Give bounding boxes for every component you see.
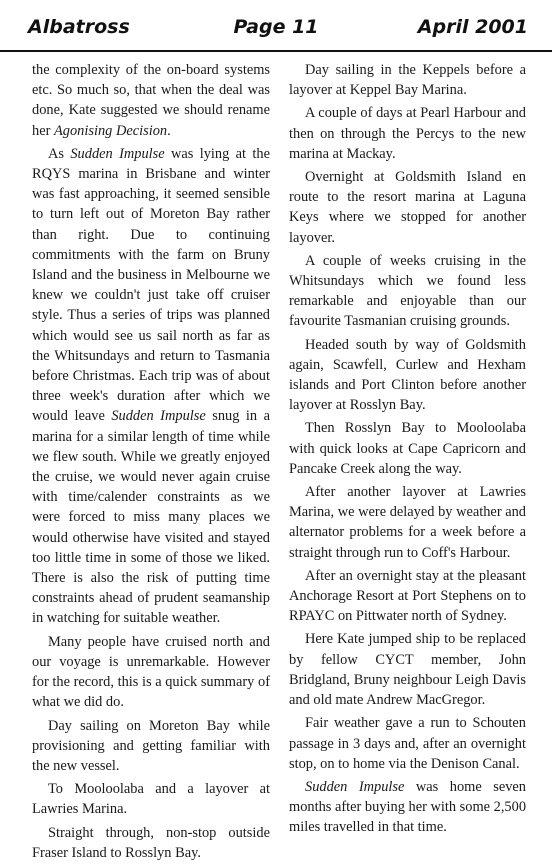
paragraph: [289, 566, 526, 627]
paragraph: [32, 144, 270, 629]
paragraph-text: To Mooloolaba and a layover at Lawries Marina.: [32, 781, 270, 818]
paragraph-text: After an overnight stay at the pleasant Anchorage Resort at Port Stephens on to RPAYC on Pittwater north of Sydney.: [289, 567, 526, 625]
paragraph: [289, 251, 526, 332]
paragraph-text: was home seven months after buying her with some 2,500 miles travelled in that time.: [289, 778, 527, 836]
issue-date: April 2001: [417, 16, 528, 38]
paragraph-text: Day sailing in the Keppels before a layover at Keppel Bay Marina.: [289, 62, 526, 99]
paragraph: [32, 60, 270, 141]
paragraph-text: .: [167, 122, 171, 139]
paragraph-text: Straight through, non-stop outside Fraser Island to Rosslyn Bay.: [32, 824, 270, 861]
paragraph: [32, 632, 270, 713]
paragraph: [289, 777, 526, 838]
paragraph-text: A couple of weeks cruising in the Whitsundays which we found less remarkable and enjoyable than our favourite Tasmanian cruising grounds.: [289, 252, 526, 330]
paragraph-text: Headed south by way of Goldsmith again, Scawfell, Curlew and Hexham islands and Port Clinton before another layover at Rosslyn Bay.: [289, 336, 526, 414]
paragraph-text: After another layover at Lawries Marina, we were delayed by weather and alternator problems for a week before a straight through run to Coff's Harbour.: [289, 484, 526, 561]
right-column: [289, 60, 526, 841]
paragraph: [289, 418, 526, 479]
page-header: [0, 0, 552, 52]
left-column: [32, 60, 270, 866]
boat-name-italic: Sudden Impulse: [305, 778, 405, 795]
paragraph-text: Day sailing on Moreton Bay while provisioning and getting familiar with the new vessel.: [32, 717, 270, 774]
paragraph-text: Fair weather gave a run to Schouten passage in 3 days and, after an overnight stop, on to home via the Denison Canal.: [289, 715, 526, 772]
paragraph-text: As: [48, 145, 71, 162]
paragraph-text: Many people have cruised north and our voyage is unremarkable. However for the record, this is a quick summary of what we did do.: [32, 633, 270, 711]
boat-name-italic: Sudden Impulse: [70, 145, 165, 162]
boat-name-italic: Agonising Decision: [53, 122, 168, 139]
paragraph: [289, 629, 526, 710]
paragraph: [289, 335, 526, 416]
paragraph: [289, 167, 526, 248]
paragraph: [32, 716, 270, 777]
paragraph: [289, 103, 526, 164]
paragraph-text: the complexity of the on-board systems etc. So much so, that when the deal was done, Kate suggested we should rename her: [32, 62, 270, 139]
paragraph: [289, 713, 526, 774]
paragraph: [32, 779, 270, 819]
boat-name-italic: Sudden Impulse: [111, 408, 206, 425]
paragraph: [289, 482, 526, 563]
paragraph-text: snug in a marina for a similar length of time while we flew south. While we greatly enjoyed the cruise, we would never again cruise with time/calender constraints as we were forced to miss many places we would otherwise have visited and stayed too little time in some of those we liked. There is also the risk of putting time constraints ahead of prudent seamanship in watching for suitable weather.: [32, 408, 270, 627]
page-number: Page 11: [233, 16, 319, 38]
paragraph: [32, 823, 270, 863]
paragraph-text: Then Rosslyn Bay to Mooloolaba with quick looks at Cape Capricorn and Pancake Creek along the way.: [289, 420, 526, 477]
publication-title: Albatross: [28, 16, 130, 38]
paragraph-text: A couple of days at Pearl Harbour and then on through the Percys to the new marina at Mackay.: [289, 105, 526, 162]
paragraph-text: was lying at the RQYS marina in Brisbane and winter was fast approaching, it seemed sensible to turn left out of Moreton Bay rather than right. Due to continuing commitments with the farm on Bruny Island and the business in Melbourne we knew we couldn't just take off cruiser style. Thus a series of trips was planned which would see us sail north as far as the Whitsundays and return to Tasmania before Christmas. Each trip was of about three week's duration after which we would leave: [32, 145, 270, 425]
paragraph: [289, 60, 526, 100]
paragraph-text: Here Kate jumped ship to be replaced by fellow CYCT member, John Bridgland, Bruny neighbour Leigh Davis and old mate Andrew MacGregor.: [289, 631, 527, 709]
paragraph-text: Overnight at Goldsmith Island en route to the resort marina at Laguna Keys where we stopped for another layover.: [289, 169, 526, 246]
